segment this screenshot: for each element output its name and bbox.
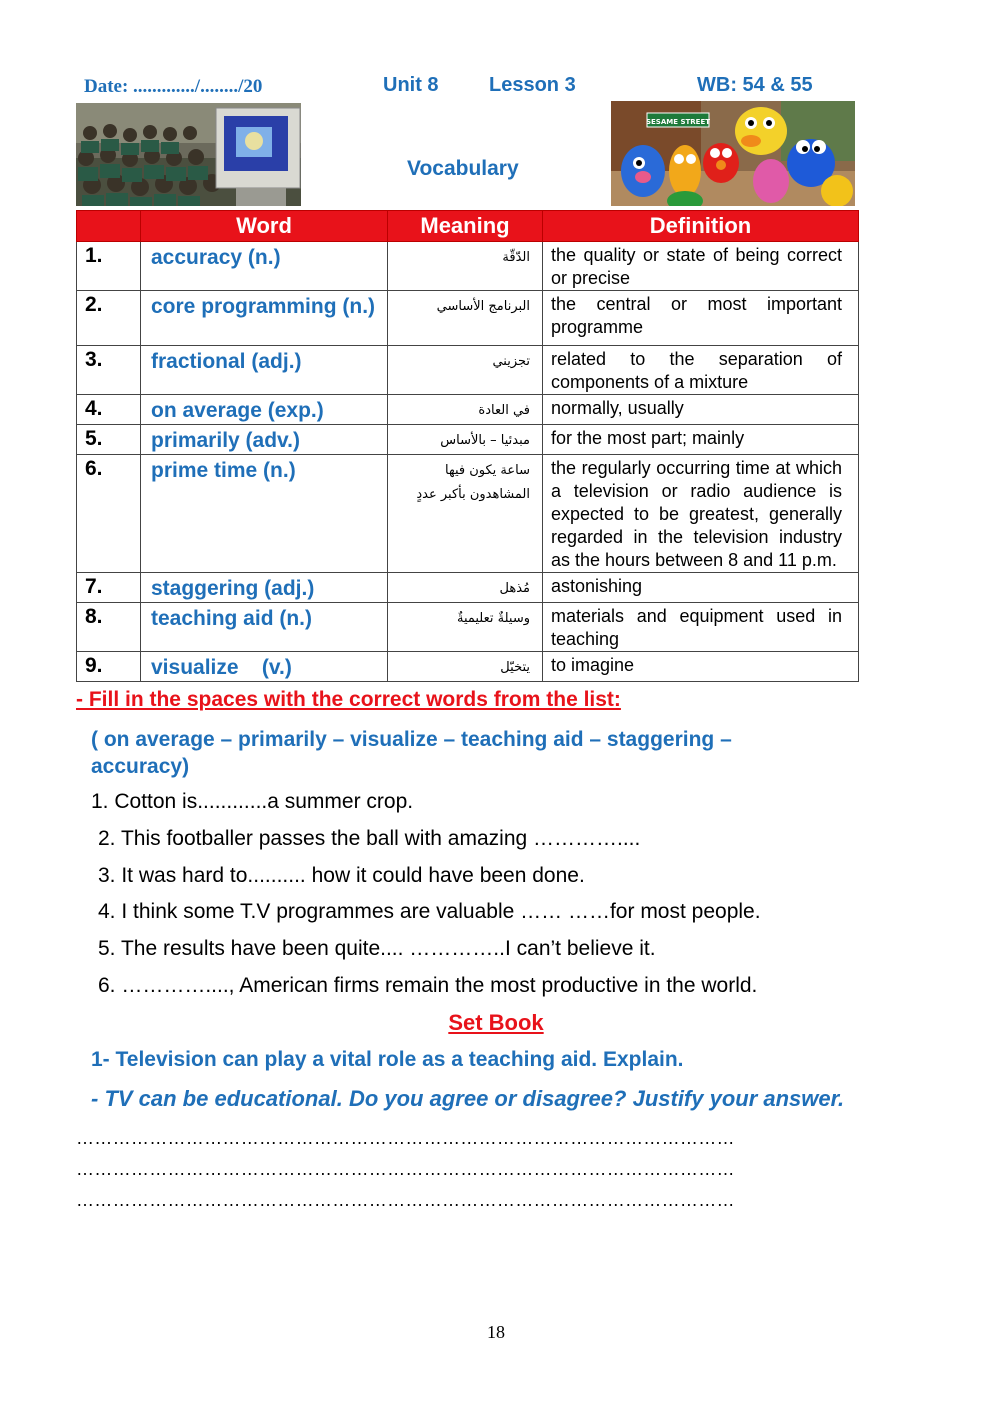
table-header-row [77, 211, 859, 242]
row-number: 6. [77, 455, 141, 573]
table-row [77, 455, 859, 573]
arabic-meaning: مبدئيا – بالأساس [388, 425, 543, 455]
set-book-title: Set Book [448, 1010, 544, 1035]
arabic-meaning: مُذهل [388, 573, 543, 603]
definition: related to the separation of components of a mixture [543, 346, 859, 395]
arabic-meaning: تجزيني [388, 346, 543, 395]
question-5: 5. The results have been quite.... …………..I can’t believe it. [98, 937, 656, 960]
table-row [77, 652, 859, 682]
arabic-meaning: وسيلةٌ تعليميةٌ [388, 603, 543, 652]
word-list: ( on average – primarily – visualize – teaching aid – staggering – accuracy) [91, 728, 732, 778]
vocab-word: visualize (v.) [141, 652, 388, 682]
table-row [77, 346, 859, 395]
table-row [77, 242, 859, 291]
vocabulary-title: Vocabulary [407, 157, 519, 180]
definition: the regularly occurring time at which a television or radio audience is expected to be greatest, generally regarded in the television industry as the hours between 8 and 11 p.m. [543, 455, 859, 573]
arabic-meaning: في العادة [388, 395, 543, 425]
header-num [77, 211, 141, 242]
page-number: 18 [487, 1322, 505, 1342]
header-definition: Definition [543, 211, 859, 242]
definition: astonishing [543, 573, 859, 603]
unit-label: Unit 8 [383, 74, 439, 96]
vocab-word: staggering (adj.) [141, 573, 388, 603]
question-2: 2. This footballer passes the ball with amazing ………….... [98, 827, 641, 850]
sesame-street-image [611, 101, 855, 206]
students-watching-tv-image [76, 103, 301, 206]
date-field: Date: ............./......../20 [84, 76, 263, 97]
row-number: 2. [77, 291, 141, 346]
row-number: 7. [77, 573, 141, 603]
answer-line[interactable]: ……………………………………………………………………………………………… [76, 1190, 735, 1210]
question-3: 3. It was hard to.......... how it could have been done. [98, 864, 585, 887]
definition: the central or most important programme [543, 291, 859, 346]
arabic-meaning: يتخيّل [388, 652, 543, 682]
row-number: 3. [77, 346, 141, 395]
table-row [77, 395, 859, 425]
definition: for the most part; mainly [543, 425, 859, 455]
question-6: 6. …………...., American firms remain the most productive in the world. [98, 974, 758, 997]
row-number: 4. [77, 395, 141, 425]
workbook-pages: WB: 54 & 55 [697, 74, 813, 96]
vocab-word: primarily (adv.) [141, 425, 388, 455]
header-word: Word [141, 211, 388, 242]
header-meaning: Meaning [388, 211, 543, 242]
arabic-meaning: ساعة يكون فيها المشاهدون بأكبر عددٍ [388, 455, 543, 573]
set-book-question-1: 1- Television can play a vital role as a teaching aid. Explain. [91, 1048, 684, 1071]
row-number: 8. [77, 603, 141, 652]
vocab-word: fractional (adj.) [141, 346, 388, 395]
row-number: 9. [77, 652, 141, 682]
vocab-word: on average (exp.) [141, 395, 388, 425]
arabic-meaning: الدّقّة [388, 242, 543, 291]
answer-line[interactable]: ……………………………………………………………………………………………… [76, 1128, 735, 1148]
table-row [77, 291, 859, 346]
vocab-word: core programming (n.) [141, 291, 388, 346]
vocab-word: teaching aid (n.) [141, 603, 388, 652]
lesson-label: Lesson 3 [489, 74, 576, 96]
table-row [77, 603, 859, 652]
table-row [77, 425, 859, 455]
fill-in-title: - Fill in the spaces with the correct words from the list: [76, 688, 621, 711]
vocabulary-table [76, 210, 859, 682]
definition: normally, usually [543, 395, 859, 425]
definition: the quality or state of being correct or precise [543, 242, 859, 291]
row-number: 5. [77, 425, 141, 455]
arabic-meaning: البرنامج الأساسي [388, 291, 543, 346]
answer-line[interactable]: ……………………………………………………………………………………………… [76, 1159, 735, 1179]
definition: to imagine [543, 652, 859, 682]
set-book-question-2: - TV can be educational. Do you agree or disagree? Justify your answer. [91, 1086, 845, 1111]
sesame-street-sign: SESAME STREET [645, 118, 711, 126]
vocab-word: prime time (n.) [141, 455, 388, 573]
question-1: 1. Cotton is............a summer crop. [91, 790, 414, 813]
question-4: 4. I think some T.V programmes are valuable …… ……for most people. [98, 900, 761, 923]
vocab-word: accuracy (n.) [141, 242, 388, 291]
row-number: 1. [77, 242, 141, 291]
definition: materials and equipment used in teaching [543, 603, 859, 652]
table-row [77, 573, 859, 603]
